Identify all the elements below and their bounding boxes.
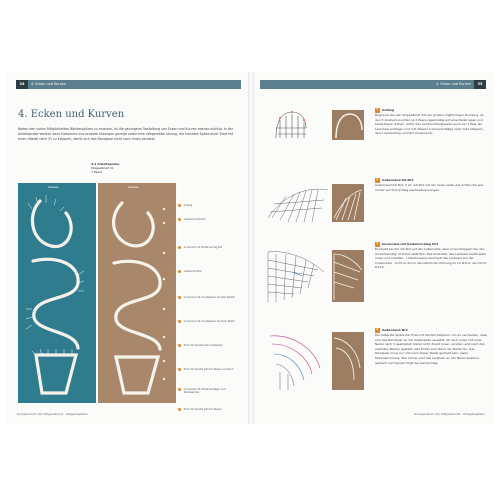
anfang-diagram	[262, 108, 366, 148]
step-block	[262, 242, 490, 314]
left-header-bar	[16, 80, 241, 89]
legend-dot-icon	[178, 320, 181, 323]
step-3-text	[375, 242, 489, 270]
caption-line3: 7 Paare	[91, 170, 103, 175]
caption-number: 4.1	[91, 162, 97, 166]
aussenrand-diagram	[262, 178, 366, 224]
legend-dot-icon	[178, 270, 181, 273]
step-1-text	[375, 108, 489, 136]
photo-tag-brown: Ideeeee	[128, 186, 139, 189]
step-1-diagram	[262, 108, 366, 152]
step-title: Innenrand mit Umkehrschlag Nr4	[382, 242, 439, 246]
legend-dot-icon	[178, 388, 181, 391]
step-block	[262, 108, 490, 164]
innenrand-diagram	[262, 242, 366, 306]
chapter-title: 4. Ecken und Kurven	[18, 109, 125, 120]
step-number-badge: 1	[376, 108, 379, 111]
legend-dot-icon	[178, 408, 181, 411]
step-body: Außenrand GS-Nr2, 4 LS, GS-Nr4 mit der Innen-seite und achten Sie wie immer auf Ihre Schlag-wechselkreuzungen.	[375, 183, 484, 192]
caption-line2: Klöppelbrief 21	[91, 166, 114, 171]
caption-title: Arbeitsprobe	[97, 162, 120, 166]
step-block	[262, 328, 490, 410]
lace-pattern-brown	[98, 183, 176, 403]
step-title: Außenrand GS-Nr2	[382, 178, 414, 182]
lace-photo-brown	[98, 183, 176, 403]
right-footer: Kompendium der Klöppelkunst · Klöppelspitzen	[414, 412, 485, 416]
step-block	[262, 178, 490, 228]
figure-caption	[91, 162, 119, 175]
right-page-number: 35	[474, 80, 486, 89]
left-page-number: 34	[16, 80, 28, 89]
legend-dot-icon	[178, 344, 181, 347]
photo-tag-teal: Ideeeee	[48, 186, 59, 189]
lace-pattern-teal	[18, 183, 96, 403]
legend-dot-icon	[178, 218, 181, 221]
left-page: 34 4. Ecken und Kurven 4. Ecken und Kurven Neben den vielen Möglichkeiten Bänderspitzen zu mustern, ist die gelungene Gestaltung von Ecken und Kurven ebenso wichtig. In der Arbeitsprobe werden dazu klassische und probate Lösungen gezeigt sowie eine zeitgemäße Lösung, die kürzeste Spitze einer Ecke mit einer »Nadel nach 3« zu klöppeln, damit sich das Randpaar nicht nach innen versetzt. 4.1 Arbeitsprobe Klöppelbrief 21 7 Paare Ideeeee Ideeeee Anfang Außenrand GS-Nr2 Innenrand mit Umkehrschlag Nr4 Außenrand Nr4 Innenrand mit 2 Laufpaaren bei zwei Nadeln Innenrand mit 2 Laufpaaren bei einer Nadel Ecke mit Versatz zwei Laufpaaren Ecke mit Versatz gleicher Paaren und Rand Innenecke mit Umkehrschlägen und Randwechsel Ecke mit Versatz gleicher Paaren Kompendium der Klöppelkunst · Klöppelspitzen	[7, 72, 248, 424]
step-title: Außenrand Nr4	[382, 328, 408, 332]
right-header-bar	[260, 80, 486, 89]
legend-dot-icon	[178, 296, 181, 299]
step-number-badge: 2	[376, 178, 379, 181]
left-footer: Kompendium der Klöppelkunst · Klöppelspitzen	[17, 412, 88, 416]
legend-dot-icon	[178, 246, 181, 249]
aussenrand-nr4-diagram	[262, 328, 366, 394]
step-number-badge: 3	[376, 242, 379, 245]
step-title: Anfang	[382, 108, 395, 112]
step-3-diagram	[262, 242, 366, 310]
step-4-text	[375, 328, 489, 365]
step-body: Es bleibt bei der GS-Nr2 auf der Außenseite, aber innen klöppeln Sie den Umkehrschlag: N-D-D-K statt Nr4. Das bedeutet, das Laufpaar bleibt stets innen und erhalten · Umkehr-weise wechselt das Laufpaar bei der Innennadel · nicht so durch die natürliche Ordnung im LS N-D-K, als mit N-D-D-K.	[375, 247, 487, 270]
right-page	[254, 72, 495, 424]
legend-dot-icon	[178, 368, 181, 371]
legend-dot-icon	[178, 204, 181, 207]
left-header-title: 4. Ecken und Kurven	[31, 82, 66, 86]
step-2-text	[375, 178, 489, 192]
step-2-diagram	[262, 178, 366, 228]
step-number-badge: 4	[376, 328, 379, 331]
step-body: Die äußerste Spitze der Ecke mit GS-Nr2 klöppeln. Um zu vermeiden, dass sich das Randpaar an der Außenseite versetzt, ist nach innen mit einer Nadel nach 3 gearbeitet: Nadel nicht direkt innen, sondern erst nach den nächsten Paaren gestellt, also Ecken zum Rand der Nadel hin. Das Randpaar muss nur mit nach dieser Nadel gedreht sein, siehe Fadenzeichnung. Wie immer wird das Laufpaar an der Nadel zweimal gedreht und danach folgt der Ganzschlag.	[375, 333, 487, 365]
step-4-diagram	[262, 328, 366, 398]
step-body: Beginnen Sie den Klöppelbrief mit der großen ringförmigen Rundung. An den 5 Anstieck-punkten je 2 Paare regelmäßig auf eine Nadel legen und beide Paare drehen. Unter den rechten Randpaaren auch ein 1 Paar als Lauf-paar einfügen und mit diesem 4 Leinenschläge nach links klöppeln, dann Ganzschlag und Nr4 (Innenrand).	[375, 113, 485, 136]
right-header-title: 4. Ecken und Kurven	[436, 82, 471, 86]
intro-paragraph: Neben den vielen Möglichkeiten Bänderspitzen zu mustern, ist die gelungene Gestaltung von Ecken und Kurven ebenso wichtig. In der Arbeitsprobe werden dazu klassische und probate Lösungen gezeigt sowie eine zeitgemäße Lösung, die kürzeste Spitze einer Ecke mit einer »Nadel nach 3« zu klöppeln, damit sich das Randpaar nicht nach innen versetzt.	[18, 127, 234, 141]
lace-photo-teal	[18, 183, 96, 403]
